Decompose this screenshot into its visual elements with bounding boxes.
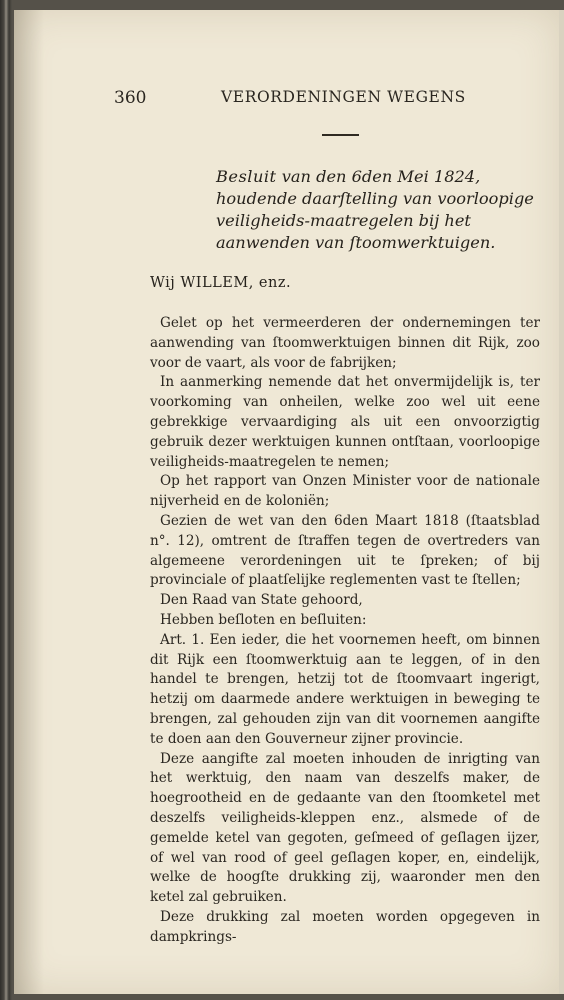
section-rule <box>322 134 359 136</box>
paragraph: Hebben beſloten en beſluiten: <box>160 611 367 628</box>
decree-text: van den 6den Mei 1824, houdende daarſtelling van voorloopige veiligheids-maatregelen bij het aanwenden van ſtoomwerktuigen. <box>216 167 534 252</box>
body-text <box>150 314 540 948</box>
running-title: VERORDENINGEN WEGENS <box>221 88 466 106</box>
paragraph: Den Raad van State gehoord, <box>160 592 363 609</box>
paragraph: Gezien de wet van den 6den Maart 1818 (ſtaatsblad n°. 12), omtrent de ſtraffen tegen de overtreders van algemeene verordeningen uit te ſpreken; of bij provinciale of plaatſelijke reglementen vast te ſtellen; <box>150 512 540 589</box>
decree-lead: Besluit <box>216 167 277 186</box>
paragraph: Op het rapport van Onzen Minister voor de nationale nijverheid en de koloniën; <box>150 473 540 510</box>
page-number: 360 <box>114 88 147 108</box>
paragraph: Deze drukking zal moeten worden opgegeven in dampkrings- <box>150 908 540 945</box>
paragraph: Deze aangifte zal moeten inhouden de inrigting van het werktuig, den naam van deszelfs maker, de hoegrootheid en de gedaante van den ſtoomketel met deszelfs veiligheids-kleppen enz., alsmede of de gemelde ketel van gegoten, geſmeed of geſlagen ijzer, of wel van rood of geel geſlagen koper, en, eindelijk, welke de hoogſte drukking zij, waaronder men den ketel zal gebruiken. <box>150 750 540 906</box>
paragraph: Gelet op het vermeerderen der ondernemingen ter aanwending van ſtoomwerktuigen binnen dit Rijk, zoo voor de vaart, als voor de fabrijken; <box>150 315 540 371</box>
paragraph: Art. 1. Een ieder, die het voornemen heeft, om binnen dit Rijk een ſtoomwerktuig aan te leggen, of in den handel te brengen, hetzij tot de ſtoomvaart ingerigt, hetzij om daarmede andere werktuigen in beweging te brengen, zal gehouden zijn van dit voornemen aangifte te doen aan den Gouverneur zijner provincie. <box>150 631 540 747</box>
running-head <box>114 88 474 116</box>
book-page <box>14 10 559 994</box>
page-edge <box>559 10 564 994</box>
decree-heading <box>216 166 536 254</box>
decree-intro: Wij WILLEM, enz. <box>150 275 292 291</box>
paragraph: In aanmerking nemende dat het onvermijdelijk is, ter voorkoming van onheilen, welke zoo wel uit eene gebrekkige vervaardiging als uit een onvoorzigtig gebruik dezer werktuigen kunnen ontſtaan, voorloopige veiligheids-maatregelen te nemen; <box>150 374 540 470</box>
